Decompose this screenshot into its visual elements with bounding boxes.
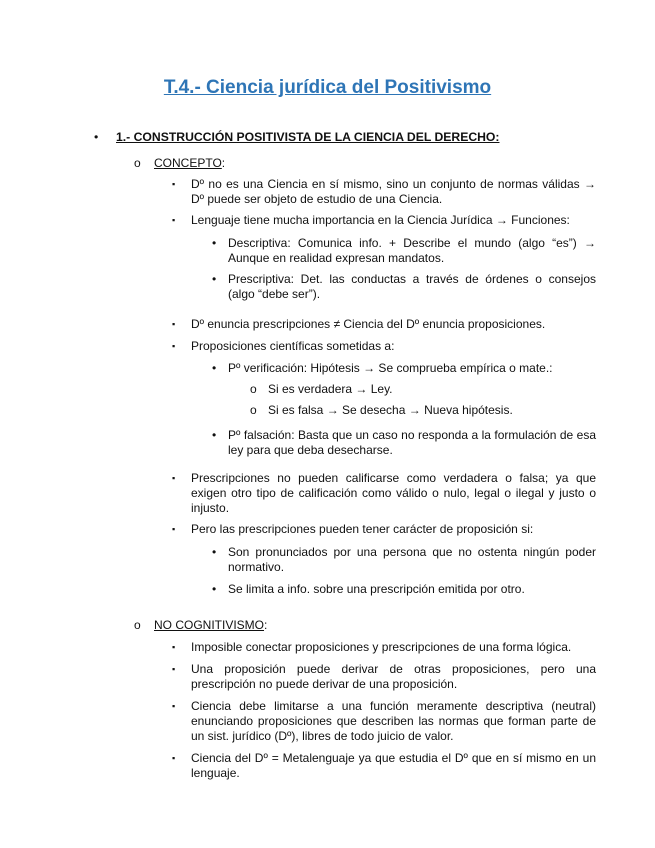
list-item: • Descriptiva: Comunica info. + Describe el mundo (algo “es”) → Aunque en realidad expresan mandatos. bbox=[212, 236, 596, 265]
subsection-label: CONCEPTO bbox=[154, 156, 222, 170]
square-bullet-icon: ▪ bbox=[172, 319, 176, 329]
circle-bullet-icon: o bbox=[250, 403, 257, 417]
square-bullet-icon: ▪ bbox=[172, 701, 176, 711]
bullet-icon: • bbox=[212, 236, 217, 250]
square-bullet-icon: ▪ bbox=[172, 473, 176, 483]
square-bullet-icon: ▪ bbox=[172, 341, 176, 351]
bullet-icon: • bbox=[212, 545, 217, 559]
subsection-marker: o bbox=[134, 618, 141, 632]
list-item: ▪ Dº enuncia prescripciones ≠ Ciencia del Dº enuncia proposiciones. bbox=[172, 317, 546, 331]
subsection-marker: o bbox=[134, 156, 141, 170]
list-item: ▪ Pero las prescripciones pueden tener carácter de proposición si: bbox=[172, 522, 534, 536]
list-item: ▪ Dº no es una Ciencia en sí mismo, sino un conjunto de normas válidas → Dº puede ser objeto de estudio de una Ciencia. bbox=[172, 177, 596, 206]
list-item: • Pº falsación: Basta que un caso no responda a la formulación de esa ley para que deba desecharse. bbox=[212, 428, 596, 457]
list-item: ▪ Ciencia debe limitarse a una función meramente descriptiva (neutral) enunciando proposiciones que describen las normas que forman parte de un sist. jurídico (Dº), libres de todo juicio de valor. bbox=[172, 699, 596, 743]
page-title: T.4.- Ciencia jurídica del Positivismo bbox=[163, 77, 492, 98]
list-item: ▪ Proposiciones científicas sometidas a: bbox=[172, 339, 395, 353]
bullet-icon: • bbox=[212, 361, 217, 375]
subsection-label: NO COGNITIVISMO bbox=[154, 618, 265, 632]
list-item: o Si es falsa → Se desecha → Nueva hipótesis. bbox=[250, 403, 513, 417]
bullet-icon: • bbox=[212, 582, 217, 596]
list-item: ▪ Ciencia del Dº = Metalenguaje ya que estudia el Dº que en sí mismo en un lenguaje. bbox=[172, 751, 596, 780]
bullet-marker: • bbox=[94, 130, 99, 144]
square-bullet-icon: ▪ bbox=[172, 664, 176, 674]
circle-bullet-icon: o bbox=[250, 382, 257, 396]
bullet-icon: • bbox=[212, 428, 217, 442]
list-item: ▪ Prescripciones no pueden calificarse como verdadera o falsa; ya que exigen otro tipo de calificación como válido o nulo, legal o ilegal y justo o injusto. bbox=[172, 471, 596, 515]
list-item: • Pº verificación: Hipótesis → Se comprueba empírica o mate.: bbox=[212, 361, 553, 375]
square-bullet-icon: ▪ bbox=[172, 642, 176, 652]
bullet-icon: • bbox=[212, 272, 217, 286]
square-bullet-icon: ▪ bbox=[172, 215, 176, 225]
list-item: • Se limita a info. sobre una prescripción emitida por otro. bbox=[212, 582, 525, 596]
square-bullet-icon: ▪ bbox=[172, 179, 176, 189]
list-item: o Si es verdadera → Ley. bbox=[250, 382, 393, 396]
square-bullet-icon: ▪ bbox=[172, 524, 176, 534]
list-item: • Son pronunciados por una persona que no ostenta ningún poder normativo. bbox=[212, 545, 596, 574]
list-item: ▪ Una proposición puede derivar de otras proposiciones, pero una prescripción no puede derivar de una proposición. bbox=[172, 662, 596, 691]
list-item: • Prescriptiva: Det. las conductas a través de órdenes o consejos (algo “debe ser”). bbox=[212, 272, 596, 301]
list-item: ▪ Lenguaje tiene mucha importancia en la Ciencia Jurídica → Funciones: bbox=[172, 213, 570, 227]
list-item: ▪ Imposible conectar proposiciones y prescripciones de una forma lógica. bbox=[172, 640, 572, 654]
heading-text: 1.- CONSTRUCCIÓN POSITIVISTA DE LA CIENCIA DEL DERECHO: bbox=[116, 130, 500, 144]
square-bullet-icon: ▪ bbox=[172, 753, 176, 763]
